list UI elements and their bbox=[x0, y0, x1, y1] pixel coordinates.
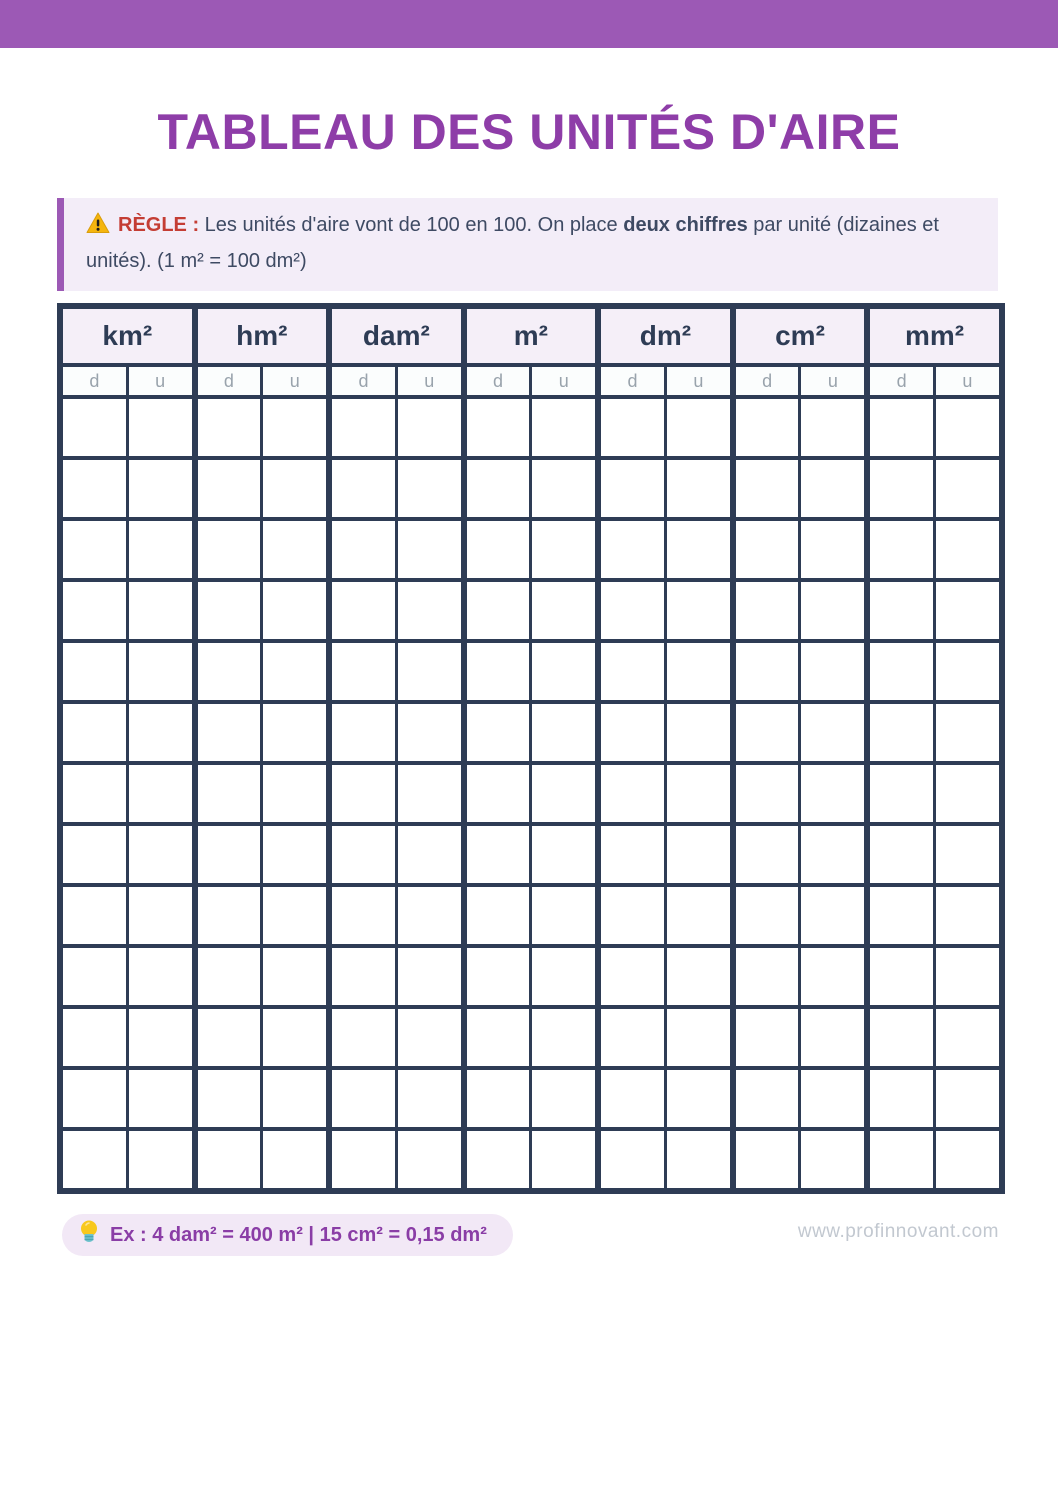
grid-cell[interactable] bbox=[935, 946, 1002, 1007]
unit-header-dam2: dam² bbox=[329, 306, 464, 365]
grid-cell[interactable] bbox=[195, 885, 262, 946]
grid-cell[interactable] bbox=[800, 641, 867, 702]
rule-text-start: Les unités d'aire vont de 100 en 100. On place bbox=[199, 214, 624, 236]
grid-cell[interactable] bbox=[935, 458, 1002, 519]
example-text: Ex : 4 dam² = 400 m² | 15 cm² = 0,15 dm² bbox=[110, 1223, 487, 1246]
grid-cell[interactable] bbox=[531, 458, 598, 519]
grid-cell[interactable] bbox=[396, 824, 463, 885]
top-accent-bar bbox=[0, 0, 1058, 48]
grid-cell[interactable] bbox=[396, 580, 463, 641]
grid-cell[interactable] bbox=[464, 397, 531, 458]
grid-cell[interactable] bbox=[598, 702, 665, 763]
unit-header-cm2: cm² bbox=[733, 306, 868, 365]
grid-cell[interactable] bbox=[598, 763, 665, 824]
subheader-d: d bbox=[867, 365, 934, 397]
grid-cell[interactable] bbox=[867, 1129, 934, 1191]
grid-cell[interactable] bbox=[262, 1007, 329, 1068]
grid-cell[interactable] bbox=[598, 1068, 665, 1129]
grid-cell[interactable] bbox=[60, 458, 127, 519]
grid-cell[interactable] bbox=[531, 641, 598, 702]
subheader-u: u bbox=[396, 365, 463, 397]
grid-row bbox=[60, 1129, 1002, 1191]
grid-cell[interactable] bbox=[598, 824, 665, 885]
grid-cell[interactable] bbox=[531, 763, 598, 824]
grid-row bbox=[60, 885, 1002, 946]
grid-cell[interactable] bbox=[127, 1068, 194, 1129]
grid-cell[interactable] bbox=[733, 946, 800, 1007]
grid-cell[interactable] bbox=[262, 458, 329, 519]
grid-row bbox=[60, 702, 1002, 763]
grid-cell[interactable] bbox=[800, 763, 867, 824]
grid-cell[interactable] bbox=[329, 763, 396, 824]
grid-cell[interactable] bbox=[867, 580, 934, 641]
grid-cell[interactable] bbox=[867, 519, 934, 580]
grid-cell[interactable] bbox=[733, 824, 800, 885]
grid-cell[interactable] bbox=[867, 641, 934, 702]
grid-cell[interactable] bbox=[464, 519, 531, 580]
grid-cell[interactable] bbox=[935, 885, 1002, 946]
grid-cell[interactable] bbox=[867, 458, 934, 519]
grid-cell[interactable] bbox=[195, 1068, 262, 1129]
grid-cell[interactable] bbox=[598, 885, 665, 946]
grid-cell[interactable] bbox=[396, 702, 463, 763]
grid-cell[interactable] bbox=[262, 824, 329, 885]
grid-cell[interactable] bbox=[329, 641, 396, 702]
grid-cell[interactable] bbox=[60, 885, 127, 946]
grid-cell[interactable] bbox=[935, 397, 1002, 458]
grid-row bbox=[60, 824, 1002, 885]
area-units-table bbox=[57, 303, 1005, 1194]
grid-cell[interactable] bbox=[665, 458, 732, 519]
unit-header-mm2: mm² bbox=[867, 306, 1002, 365]
grid-cell[interactable] bbox=[531, 580, 598, 641]
grid-cell[interactable] bbox=[60, 824, 127, 885]
grid-cell[interactable] bbox=[127, 824, 194, 885]
grid-cell[interactable] bbox=[800, 885, 867, 946]
grid-cell[interactable] bbox=[935, 824, 1002, 885]
grid-cell[interactable] bbox=[60, 1129, 127, 1191]
grid-cell[interactable] bbox=[531, 824, 598, 885]
grid-cell[interactable] bbox=[867, 702, 934, 763]
grid-cell[interactable] bbox=[329, 1007, 396, 1068]
grid-cell[interactable] bbox=[262, 885, 329, 946]
grid-cell[interactable] bbox=[665, 885, 732, 946]
grid-cell[interactable] bbox=[396, 885, 463, 946]
grid-cell[interactable] bbox=[464, 1068, 531, 1129]
grid-cell[interactable] bbox=[329, 946, 396, 1007]
grid-cell[interactable] bbox=[665, 824, 732, 885]
grid-cell[interactable] bbox=[665, 702, 732, 763]
grid-cell[interactable] bbox=[598, 1129, 665, 1191]
grid-cell[interactable] bbox=[195, 519, 262, 580]
grid-row bbox=[60, 946, 1002, 1007]
website-url[interactable]: www.profinnovant.com bbox=[797, 1221, 999, 1242]
grid-cell[interactable] bbox=[800, 1007, 867, 1068]
grid-cell[interactable] bbox=[262, 580, 329, 641]
grid-cell[interactable] bbox=[531, 885, 598, 946]
grid-cell[interactable] bbox=[464, 885, 531, 946]
grid-cell[interactable] bbox=[396, 641, 463, 702]
grid-row bbox=[60, 1068, 1002, 1129]
grid-cell[interactable] bbox=[598, 519, 665, 580]
grid-cell[interactable] bbox=[531, 946, 598, 1007]
grid-cell[interactable] bbox=[733, 458, 800, 519]
grid-cell[interactable] bbox=[329, 702, 396, 763]
grid-cell[interactable] bbox=[262, 519, 329, 580]
grid-body bbox=[60, 397, 1002, 1191]
grid-cell[interactable] bbox=[665, 1068, 732, 1129]
grid-cell[interactable] bbox=[396, 458, 463, 519]
grid-cell[interactable] bbox=[867, 946, 934, 1007]
grid-cell[interactable] bbox=[195, 763, 262, 824]
grid-cell[interactable] bbox=[60, 580, 127, 641]
grid-row bbox=[60, 458, 1002, 519]
grid-cell[interactable] bbox=[195, 641, 262, 702]
grid-cell[interactable] bbox=[733, 519, 800, 580]
grid-cell[interactable] bbox=[733, 1129, 800, 1191]
grid-cell[interactable] bbox=[665, 580, 732, 641]
grid-cell[interactable] bbox=[935, 1129, 1002, 1191]
grid-cell[interactable] bbox=[127, 1007, 194, 1068]
rule-callout bbox=[57, 198, 998, 291]
grid-cell[interactable] bbox=[867, 763, 934, 824]
grid-cell[interactable] bbox=[531, 702, 598, 763]
grid-cell[interactable] bbox=[598, 458, 665, 519]
grid-cell[interactable] bbox=[867, 397, 934, 458]
grid-cell[interactable] bbox=[396, 1068, 463, 1129]
rule-text-bold: deux chiffres bbox=[623, 214, 748, 236]
grid-cell[interactable] bbox=[127, 458, 194, 519]
grid-cell[interactable] bbox=[127, 702, 194, 763]
grid-cell[interactable] bbox=[329, 580, 396, 641]
grid-cell[interactable] bbox=[60, 519, 127, 580]
page-title: TABLEAU DES UNITÉS D'AIRE bbox=[157, 104, 901, 160]
grid-cell[interactable] bbox=[464, 763, 531, 824]
grid-cell[interactable] bbox=[329, 824, 396, 885]
grid-row bbox=[60, 1007, 1002, 1068]
grid-cell[interactable] bbox=[329, 1129, 396, 1191]
grid-cell[interactable] bbox=[329, 1068, 396, 1129]
subheader-d: d bbox=[329, 365, 396, 397]
grid-cell[interactable] bbox=[195, 824, 262, 885]
grid-cell[interactable] bbox=[867, 1007, 934, 1068]
grid-cell[interactable] bbox=[464, 641, 531, 702]
grid-cell[interactable] bbox=[733, 1068, 800, 1129]
warning-icon bbox=[86, 212, 110, 245]
subheader-u: u bbox=[127, 365, 194, 397]
grid-cell[interactable] bbox=[800, 946, 867, 1007]
grid-cell[interactable] bbox=[935, 1007, 1002, 1068]
grid-cell[interactable] bbox=[329, 397, 396, 458]
grid-cell[interactable] bbox=[60, 946, 127, 1007]
grid-cell[interactable] bbox=[195, 580, 262, 641]
grid-cell[interactable] bbox=[531, 1068, 598, 1129]
subheader-d: d bbox=[598, 365, 665, 397]
unit-header-hm2: hm² bbox=[195, 306, 330, 365]
grid-cell[interactable] bbox=[195, 1007, 262, 1068]
grid-cell[interactable] bbox=[800, 1129, 867, 1191]
grid-cell[interactable] bbox=[127, 580, 194, 641]
grid-cell[interactable] bbox=[935, 519, 1002, 580]
grid-cell[interactable] bbox=[531, 1129, 598, 1191]
grid-cell[interactable] bbox=[195, 397, 262, 458]
grid-cell[interactable] bbox=[733, 397, 800, 458]
subheader-u: u bbox=[665, 365, 732, 397]
unit-header-row bbox=[60, 306, 1002, 365]
grid-cell[interactable] bbox=[935, 641, 1002, 702]
grid-cell[interactable] bbox=[195, 1129, 262, 1191]
grid-cell[interactable] bbox=[800, 519, 867, 580]
grid-cell[interactable] bbox=[800, 824, 867, 885]
subheader-d: d bbox=[464, 365, 531, 397]
grid-cell[interactable] bbox=[396, 519, 463, 580]
grid-cell[interactable] bbox=[396, 763, 463, 824]
unit-header-km2: km² bbox=[60, 306, 195, 365]
grid-cell[interactable] bbox=[935, 763, 1002, 824]
grid-cell[interactable] bbox=[733, 580, 800, 641]
grid-row bbox=[60, 397, 1002, 458]
grid-cell[interactable] bbox=[464, 946, 531, 1007]
grid-cell[interactable] bbox=[464, 1129, 531, 1191]
grid-cell[interactable] bbox=[665, 1007, 732, 1068]
grid-cell[interactable] bbox=[60, 1068, 127, 1129]
grid-cell[interactable] bbox=[127, 763, 194, 824]
grid-cell[interactable] bbox=[867, 824, 934, 885]
grid-cell[interactable] bbox=[800, 458, 867, 519]
grid-cell[interactable] bbox=[262, 946, 329, 1007]
grid-cell[interactable] bbox=[800, 397, 867, 458]
grid-cell[interactable] bbox=[598, 641, 665, 702]
grid-cell[interactable] bbox=[127, 519, 194, 580]
grid-cell[interactable] bbox=[127, 1129, 194, 1191]
grid-cell[interactable] bbox=[329, 519, 396, 580]
grid-cell[interactable] bbox=[396, 946, 463, 1007]
grid-cell[interactable] bbox=[396, 1129, 463, 1191]
subheader-d: d bbox=[60, 365, 127, 397]
grid-cell[interactable] bbox=[665, 1129, 732, 1191]
grid-row bbox=[60, 763, 1002, 824]
grid-cell[interactable] bbox=[396, 1007, 463, 1068]
grid-cell[interactable] bbox=[195, 946, 262, 1007]
grid-cell[interactable] bbox=[262, 1068, 329, 1129]
grid-cell[interactable] bbox=[464, 824, 531, 885]
grid-cell[interactable] bbox=[733, 763, 800, 824]
grid-cell[interactable] bbox=[262, 1129, 329, 1191]
grid-cell[interactable] bbox=[60, 641, 127, 702]
grid-cell[interactable] bbox=[127, 946, 194, 1007]
grid-cell[interactable] bbox=[329, 458, 396, 519]
grid-cell[interactable] bbox=[262, 397, 329, 458]
grid-row bbox=[60, 641, 1002, 702]
grid-cell[interactable] bbox=[665, 763, 732, 824]
subheader-u: u bbox=[262, 365, 329, 397]
grid-cell[interactable] bbox=[598, 946, 665, 1007]
grid-cell[interactable] bbox=[464, 702, 531, 763]
grid-cell[interactable] bbox=[665, 519, 732, 580]
grid-cell[interactable] bbox=[665, 641, 732, 702]
grid-cell[interactable] bbox=[127, 397, 194, 458]
grid-cell[interactable] bbox=[464, 1007, 531, 1068]
subunit-header-row bbox=[60, 365, 1002, 397]
grid-cell[interactable] bbox=[531, 1007, 598, 1068]
grid-cell[interactable] bbox=[733, 1007, 800, 1068]
grid-cell[interactable] bbox=[935, 580, 1002, 641]
grid-cell[interactable] bbox=[598, 397, 665, 458]
grid-cell[interactable] bbox=[262, 702, 329, 763]
rule-text-end: par unité (dizaines et unités). (1 m² = 100 dm²) bbox=[86, 214, 939, 272]
grid-cell[interactable] bbox=[127, 641, 194, 702]
grid-cell[interactable] bbox=[262, 641, 329, 702]
grid-cell[interactable] bbox=[733, 702, 800, 763]
grid-cell[interactable] bbox=[396, 397, 463, 458]
grid-cell[interactable] bbox=[262, 763, 329, 824]
grid-cell[interactable] bbox=[867, 1068, 934, 1129]
unit-header-dm2: dm² bbox=[598, 306, 733, 365]
grid-cell[interactable] bbox=[531, 397, 598, 458]
grid-cell[interactable] bbox=[60, 397, 127, 458]
grid-cell[interactable] bbox=[195, 458, 262, 519]
grid-cell[interactable] bbox=[60, 1007, 127, 1068]
grid-cell[interactable] bbox=[60, 702, 127, 763]
grid-cell[interactable] bbox=[464, 458, 531, 519]
grid-cell[interactable] bbox=[598, 580, 665, 641]
subheader-d: d bbox=[733, 365, 800, 397]
grid-cell[interactable] bbox=[665, 946, 732, 1007]
subheader-u: u bbox=[935, 365, 1002, 397]
grid-cell[interactable] bbox=[935, 1068, 1002, 1129]
subheader-u: u bbox=[531, 365, 598, 397]
grid-cell[interactable] bbox=[195, 702, 262, 763]
grid-cell[interactable] bbox=[800, 580, 867, 641]
subheader-u: u bbox=[800, 365, 867, 397]
rule-label: RÈGLE : bbox=[118, 214, 200, 236]
grid-cell[interactable] bbox=[867, 885, 934, 946]
grid-cell[interactable] bbox=[127, 885, 194, 946]
grid-cell[interactable] bbox=[665, 397, 732, 458]
grid-cell[interactable] bbox=[800, 702, 867, 763]
example-callout bbox=[62, 1214, 513, 1256]
grid-cell[interactable] bbox=[531, 519, 598, 580]
unit-header-m2: m² bbox=[464, 306, 599, 365]
grid-row bbox=[60, 580, 1002, 641]
bulb-icon bbox=[78, 1219, 100, 1252]
grid-cell[interactable] bbox=[800, 1068, 867, 1129]
grid-cell[interactable] bbox=[464, 580, 531, 641]
subheader-d: d bbox=[195, 365, 262, 397]
grid-cell[interactable] bbox=[733, 641, 800, 702]
grid-row bbox=[60, 519, 1002, 580]
grid-cell[interactable] bbox=[329, 885, 396, 946]
grid-cell[interactable] bbox=[733, 885, 800, 946]
grid-cell[interactable] bbox=[598, 1007, 665, 1068]
grid-cell[interactable] bbox=[935, 702, 1002, 763]
grid-cell[interactable] bbox=[60, 763, 127, 824]
